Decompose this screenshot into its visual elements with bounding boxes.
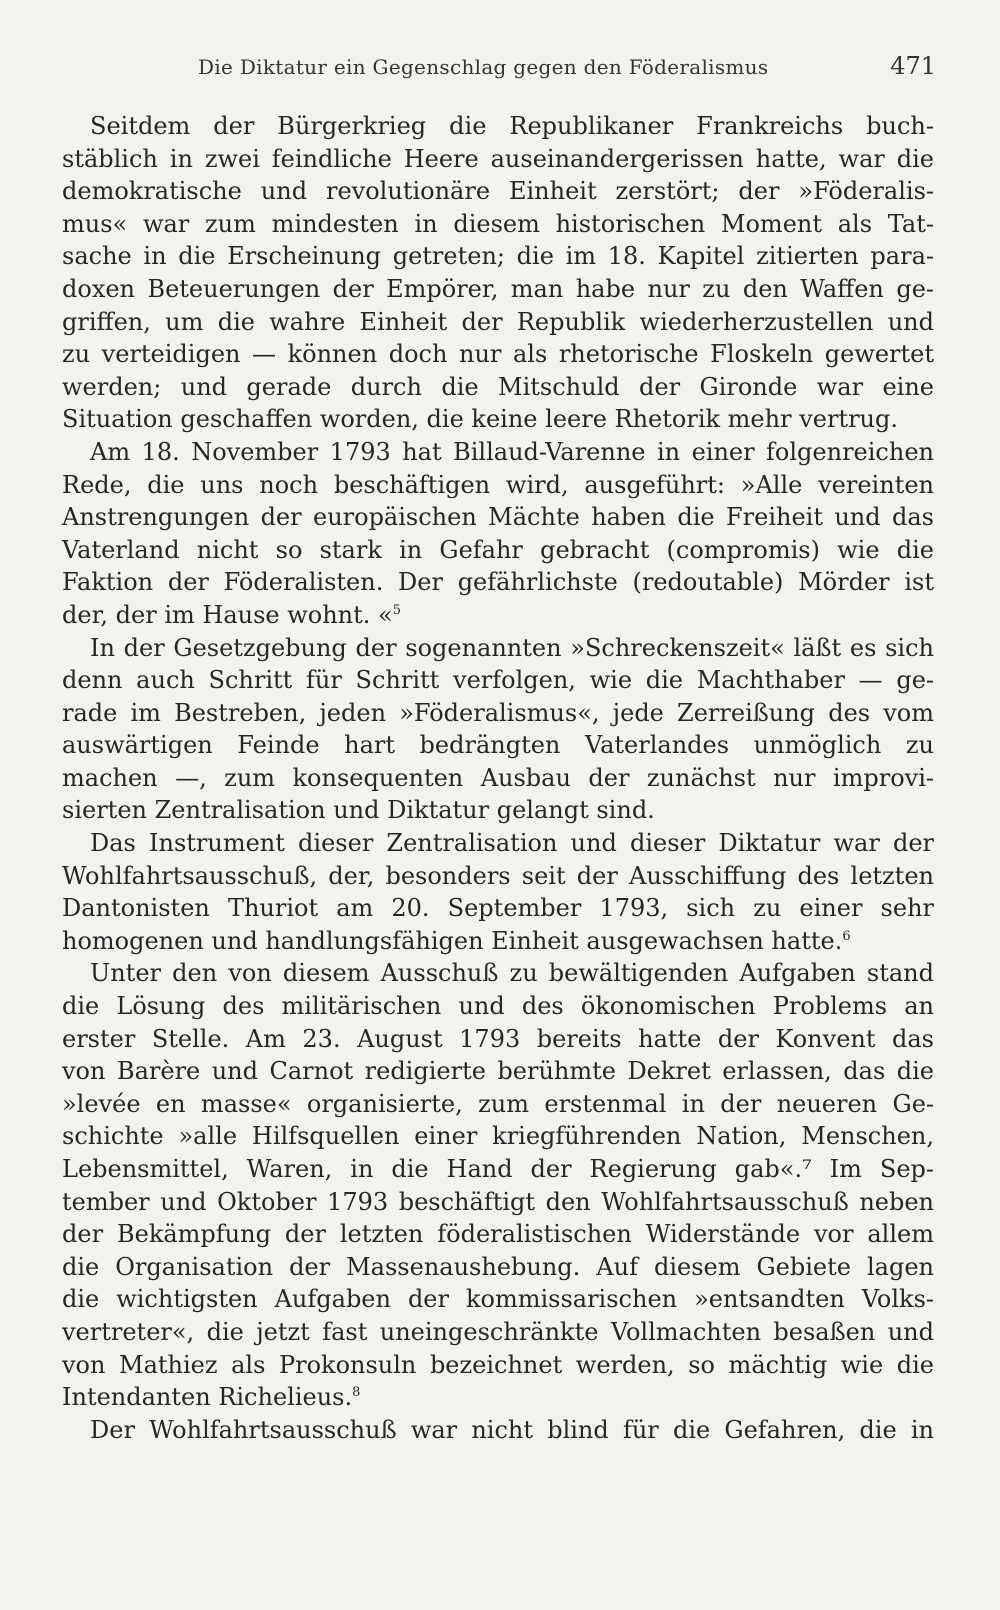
footnote-ref: 8 bbox=[352, 1385, 361, 1401]
paragraph bbox=[62, 632, 934, 828]
text-line: zu verteidigen — können doch nur als rhetorische Floskeln gewertet bbox=[62, 340, 934, 369]
text-line: machen —, zum konsequenten Ausbau der zunächst nur improvi- bbox=[62, 763, 934, 792]
text-line: die Organisation der Massenaushebung. Auf diesem Gebiete lagen bbox=[62, 1252, 934, 1281]
text-line bbox=[62, 925, 934, 958]
text-line: die Lösung des militärischen und des ökonomischen Problems an bbox=[62, 992, 934, 1021]
text-line: denn auch Schritt für Schritt verfolgen, wie die Machthaber — ge- bbox=[62, 666, 934, 695]
text-line: Das Instrument dieser Zentralisation und dieser Diktatur war der bbox=[90, 829, 934, 858]
text-line: Anstrengungen der europäischen Mächte haben die Freiheit und das bbox=[62, 503, 934, 532]
text-line: der Bekämpfung der letzten föderalistischen Widerstände vor allem bbox=[62, 1220, 934, 1249]
text-line bbox=[62, 1381, 934, 1414]
text-line: »levée en masse« organisierte, zum erstenmal in der neueren Ge- bbox=[62, 1089, 934, 1118]
paragraph bbox=[62, 957, 934, 1413]
text-line: werden; und gerade durch die Mitschuld der Gironde war eine bbox=[62, 372, 934, 401]
text-line: griffen, um die wahre Einheit der Republik wiederherzustellen und bbox=[62, 307, 934, 336]
text-line: Dantonisten Thuriot am 20. September 1793, sich zu einer sehr bbox=[62, 894, 934, 923]
text-line: von Mathiez als Prokonsuln bezeichnet werden, so mächtig wie die bbox=[62, 1350, 934, 1379]
text-line: Wohlfahrtsausschuß, der, besonders seit der Ausschiffung des letzten bbox=[62, 861, 934, 890]
paragraph bbox=[62, 1414, 934, 1447]
text-line bbox=[62, 599, 934, 632]
text-line: auswärtigen Feinde hart bedrängten Vaterlandes unmöglich zu bbox=[62, 731, 934, 760]
body-text bbox=[62, 110, 934, 1446]
text-line: die wichtigsten Aufgaben der kommissarischen »entsandten Volks- bbox=[62, 1285, 934, 1314]
line-text: homogenen und handlungsfähigen Einheit ausgewachsen hatte. bbox=[62, 926, 843, 955]
text-line: doxen Beteuerungen der Empörer, man habe nur zu den Waffen ge- bbox=[62, 274, 934, 303]
paragraph bbox=[62, 110, 934, 436]
paragraph bbox=[62, 827, 934, 957]
text-line: Situation geschaffen worden, die keine leere Rhetorik mehr vertrug. bbox=[62, 405, 898, 434]
running-head: Die Diktatur ein Gegenschlag gegen den Föderalismus bbox=[198, 55, 769, 79]
text-line: Vaterland nicht so stark in Gefahr gebracht (compromis) wie die bbox=[62, 535, 934, 564]
text-line: demokratische und revolutionäre Einheit zerstört; der »Föderalis- bbox=[62, 177, 934, 206]
text-line: von Barère und Carnot redigierte berühmte Dekret erlassen, das die bbox=[62, 1057, 934, 1086]
text-line: Seitdem der Bürgerkrieg die Republikaner Frankreichs buch- bbox=[90, 112, 934, 140]
text-line: Lebensmittel, Waren, in die Hand der Regierung gab«.⁷ Im Sep- bbox=[62, 1155, 934, 1183]
line-text: der, der im Hause wohnt. « bbox=[62, 600, 393, 629]
text-line: stäblich in zwei feindliche Heere auseinandergerissen hatte, war die bbox=[62, 144, 934, 173]
page-number: 471 bbox=[890, 52, 936, 80]
text-line: In der Gesetzgebung der sogenannten »Schreckenszeit« läßt es sich bbox=[90, 633, 934, 662]
text-line: sache in die Erscheinung getreten; die im 18. Kapitel zitierten para- bbox=[62, 242, 934, 271]
text-line: Faktion der Föderalisten. Der gefährlichste (redoutable) Mörder ist bbox=[62, 568, 934, 597]
footnote-ref: 5 bbox=[392, 602, 402, 618]
footnote-ref: 6 bbox=[842, 928, 851, 944]
text-line: Unter den von diesem Ausschuß zu bewältigenden Aufgaben stand bbox=[90, 959, 934, 988]
text-line: rade im Bestreben, jeden »Föderalismus«, jede Zerreißung des vom bbox=[62, 698, 934, 727]
text-line: schichte »alle Hilfsquellen einer kriegführenden Nation, Menschen, bbox=[62, 1122, 934, 1151]
text-line: erster Stelle. Am 23. August 1793 bereits hatte der Konvent das bbox=[62, 1024, 934, 1053]
text-line: tember und Oktober 1793 beschäftigt den Wohlfahrtsausschuß neben bbox=[62, 1187, 934, 1216]
text-line: Der Wohlfahrtsausschuß war nicht blind für die Gefahren, die in bbox=[90, 1415, 934, 1444]
text-line: sierten Zentralisation und Diktatur gelangt sind. bbox=[62, 796, 655, 825]
line-text: Intendanten Richelieus. bbox=[62, 1383, 353, 1412]
text-line: Am 18. November 1793 hat Billaud-Varenne in einer folgenreichen bbox=[90, 437, 934, 466]
paragraph bbox=[62, 436, 934, 632]
text-line: Rede, die uns noch beschäftigen wird, ausgeführt: »Alle vereinten bbox=[62, 470, 934, 499]
text-line: mus« war zum mindesten in diesem historischen Moment als Tat- bbox=[62, 209, 934, 238]
text-line: vertreter«, die jetzt fast uneingeschränkte Vollmachten besaßen und bbox=[62, 1317, 934, 1346]
